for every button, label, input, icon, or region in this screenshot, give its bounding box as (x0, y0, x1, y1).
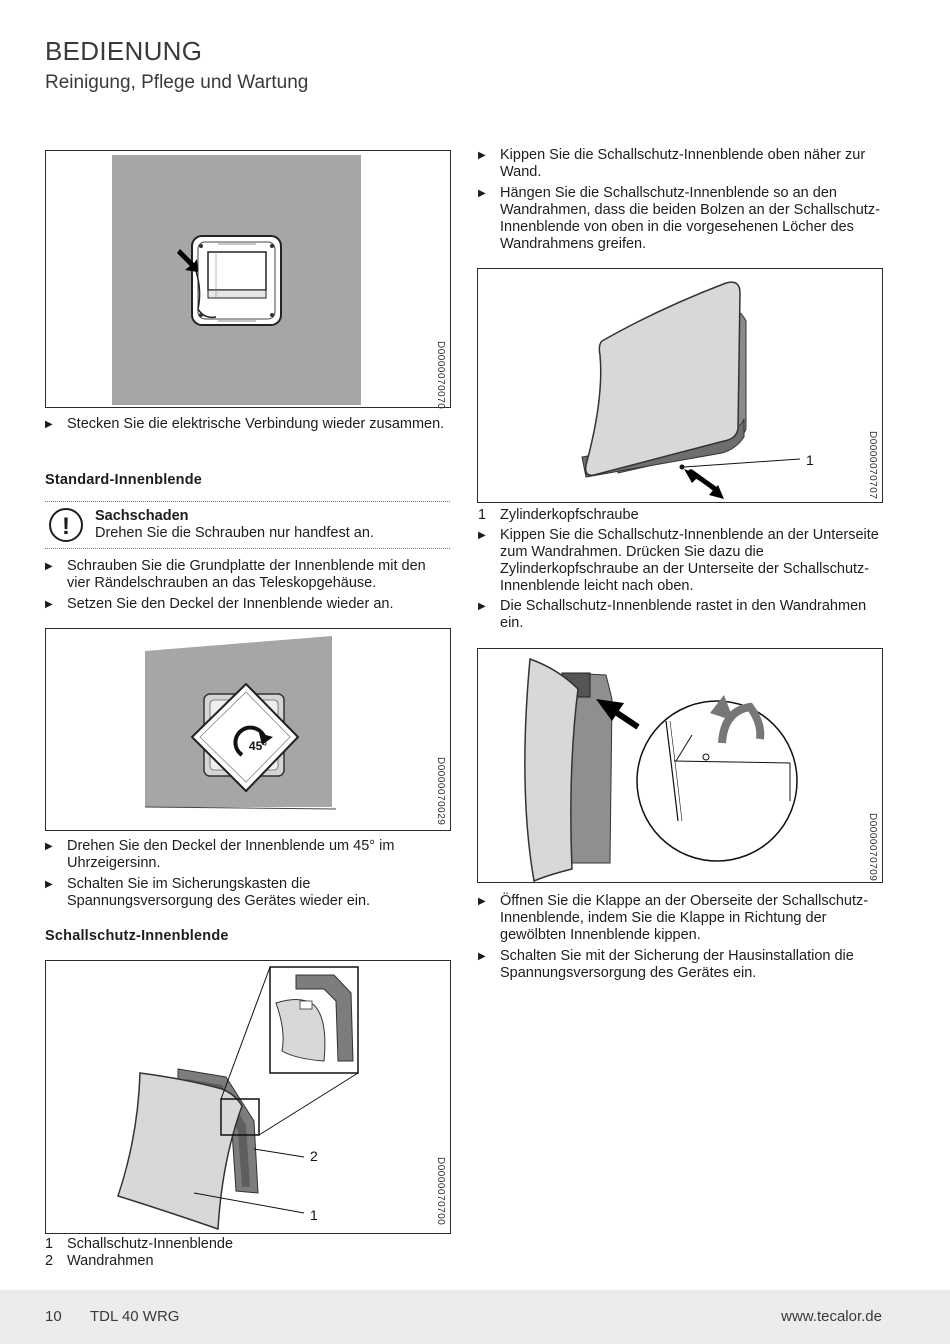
instruction-item: ▶ Schrauben Sie die Grundplatte der Innenblende mit den vier Rändelschrauben an das Teleskopgehäuse. (45, 558, 426, 591)
instruction-item: ▶ Kippen Sie die Schallschutz-Innenblende an der Unterseite zum Wandrahmen. Drücken Sie dazu die Zylinderkopfschraube an der Unterseite der Schallschutz-Innenblende leicht nach oben. (478, 527, 879, 594)
warning-box (45, 501, 450, 549)
triangle-right-icon: ▶ (478, 188, 486, 199)
page-title: BEDIENUNG (45, 36, 203, 66)
legend-item: 1 Zylinderkopfschraube (478, 507, 639, 523)
section-heading-schallschutz: Schallschutz-Innenblende (45, 928, 229, 944)
section-heading-standard: Standard-Innenblende (45, 472, 203, 488)
instruction-item: ▶ Stecken Sie die elektrische Verbindung wieder zusammen. (45, 416, 445, 432)
page-footer (0, 1290, 950, 1344)
figure-schallschutz-parts (45, 960, 451, 1234)
figure-rotate-cover (45, 628, 451, 831)
triangle-right-icon: ▶ (45, 561, 53, 572)
legend-item: 1 Schallschutz-Innenblende (45, 1236, 234, 1252)
page-subtitle: Reinigung, Pflege und Wartung (45, 72, 309, 93)
website-link[interactable]: www.tecalor.de (781, 1308, 882, 1325)
callout-label: 2 (310, 1148, 318, 1164)
instruction-item: ▶ Kippen Sie die Schallschutz-Innenblende oben näher zur Wand. (478, 147, 866, 180)
warning-text: Drehen Sie die Schrauben nur handfest an. (95, 525, 374, 541)
triangle-right-icon: ▶ (478, 150, 486, 161)
page-number: 10 (45, 1308, 62, 1325)
model-name: TDL 40 WRG (90, 1308, 180, 1325)
figure-connection (45, 150, 451, 408)
instruction-item: ▶ Hängen Sie die Schallschutz-Innenblende so an den Wandrahmen, dass die beiden Bolzen an der Schallschutz-Innenblende von oben in die vorgesehenen Löcher des Wandrahmens greifen. (478, 185, 880, 252)
legend-item: 2 Wandrahmen (45, 1253, 154, 1269)
instruction-item: ▶ Schalten Sie im Sicherungskasten die Spannungsversorgung des Gerätes wieder ein. (45, 876, 371, 909)
triangle-right-icon: ▶ (45, 879, 53, 890)
figure-code: D0000070700 (435, 1157, 446, 1226)
figure-cylinder-screw (477, 268, 883, 503)
triangle-right-icon: ▶ (478, 601, 486, 612)
figure-code: D0000070709 (867, 813, 878, 882)
callout-label: 1 (310, 1207, 318, 1223)
figure-code: D0000070070 (435, 341, 446, 410)
instruction-item: ▶ Die Schallschutz-Innenblende rastet in den Wandrahmen ein. (478, 598, 867, 631)
exclamation-circle-icon: ! (49, 508, 83, 542)
triangle-right-icon: ▶ (45, 419, 53, 430)
instruction-item: ▶ Drehen Sie den Deckel der Innenblende um 45° im Uhrzeigersinn. (45, 838, 395, 871)
triangle-right-icon: ▶ (478, 530, 486, 541)
instruction-item: ▶ Öffnen Sie die Klappe an der Oberseite der Schallschutz-Innenblende, indem Sie die Klappe in Richtung der gewölbten Innenblende kippen. (478, 893, 869, 943)
instruction-item: ▶ Schalten Sie mit der Sicherung der Hausinstallation die Spannungsversorgung des Gerätes ein. (478, 948, 854, 981)
angle-label: 45° (248, 739, 268, 753)
figure-code: D0000070707 (867, 431, 878, 500)
triangle-right-icon: ▶ (478, 951, 486, 962)
triangle-right-icon: ▶ (45, 599, 53, 610)
figure-open-flap (477, 648, 883, 883)
figure-code: D0000070029 (435, 757, 446, 826)
instruction-item: ▶ Setzen Sie den Deckel der Innenblende wieder an. (45, 596, 394, 612)
warning-title: Sachschaden (95, 508, 189, 524)
callout-label: 1 (806, 452, 814, 468)
triangle-right-icon: ▶ (478, 896, 486, 907)
triangle-right-icon: ▶ (45, 841, 53, 852)
